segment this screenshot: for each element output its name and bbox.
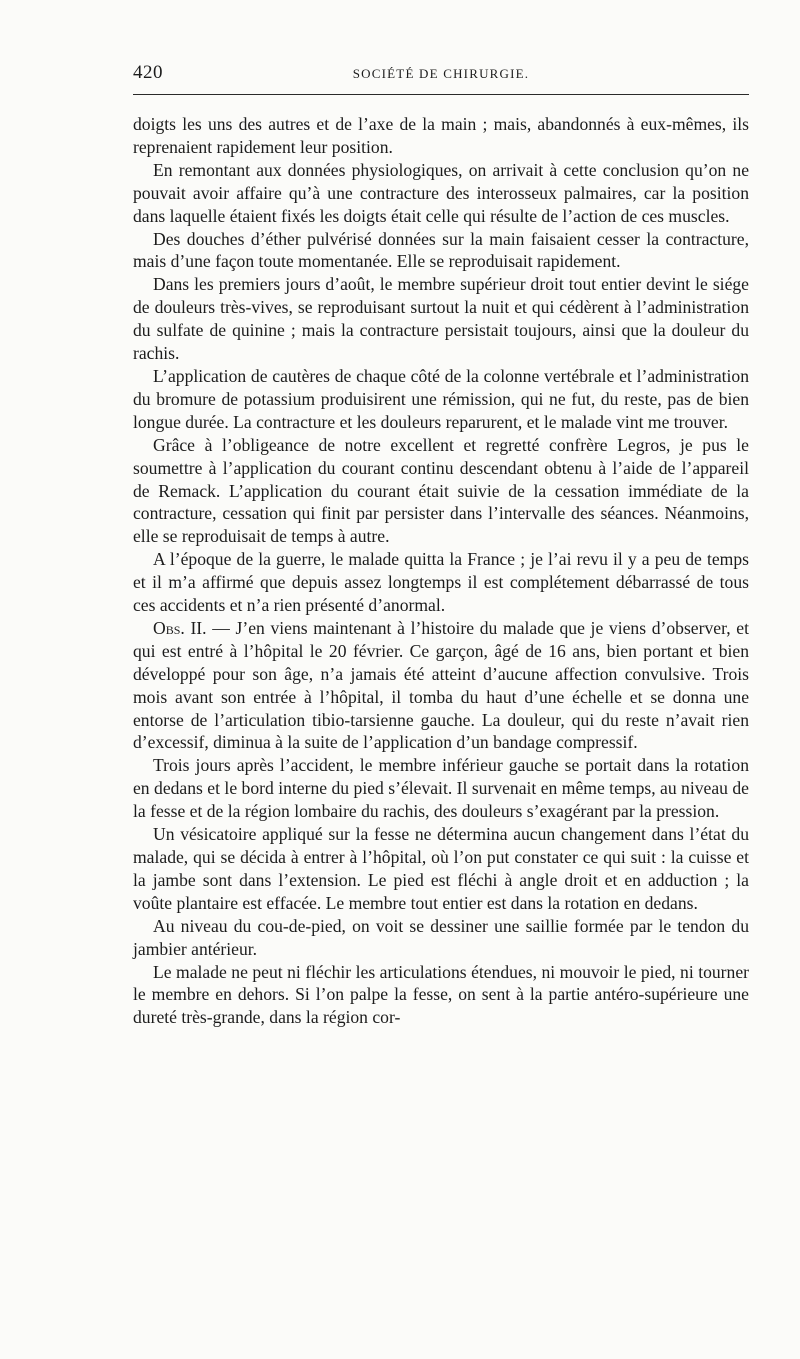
page-number: 420 — [133, 62, 163, 83]
paragraph: Un vésicatoire appliqué sur la fesse ne détermina aucun changement dans l’état du malade, qui se décida à entrer à l’hôpital, où l’on put constater ce qui suit : la cuisse et la jambe sont dans l’extension. Le pied est fléchi à angle droit et en adduction ; la voûte plantaire est effacée. Le membre tout entier est dans la rotation en dedans. — [133, 824, 749, 913]
observation-paragraph — [133, 617, 749, 754]
paragraph: Grâce à l’obligeance de notre excellent et regretté confrère Legros, je pus le soumettre à l’application du courant continu descendant obtenu à l’aide de l’appareil de Remack. L’application du courant était suivie de la cessation immédiate de la contracture, cessation qui finit par persister dans l’intervalle des séances. Néanmoins, elle se reproduisait de temps à autre. — [133, 434, 749, 547]
paragraph: Des douches d’éther pulvérisé données sur la main faisaient cesser la contracture, mais d’une façon toute momentanée. Elle se reproduisait rapidement. — [133, 228, 749, 272]
paragraph: A l’époque de la guerre, le malade quitta la France ; je l’ai revu il y a peu de temps et il m’a affirmé que depuis assez longtemps il est complétement débarrassé de tous ces accidents et n’a rien présenté d’anormal. — [133, 549, 749, 616]
paragraph: Au niveau du cou-de-pied, on voit se dessiner une saillie formée par le tendon du jambier antérieur. — [133, 915, 749, 959]
paragraph: doigts les uns des autres et de l’axe de la main ; mais, abandonnés à eux-mêmes, ils reprenaient rapidement leur position. — [133, 114, 749, 157]
paragraph: Le malade ne peut ni fléchir les articulations étendues, ni mouvoir le pied, ni tourner le membre en dehors. Si l’on palpe la fesse, on sent à la partie antéro-supérieure une dureté très-grande, dans la région cor- — [133, 961, 749, 1028]
observation-label: Obs. II. — — [153, 617, 230, 638]
observation-text: J’en viens maintenant à l’histoire du malade que je viens d’observer, et qui est entré à l’hôpital le 20 février. Ce garçon, âgé de 16 ans, bien portant et bien développé pour son âge, n’a jamais été atteint d’aucune affection convulsive. Trois mois avant son entrée à l’hôpital, il tomba du haut d’une échelle et se donna une entorse de l’articulation tibio-tarsienne gauche. La douleur, qui du reste n’avait rien d’excessif, diminua à la suite de l’application d’un bandage compressif. — [133, 617, 749, 753]
paragraph: Dans les premiers jours d’août, le membre supérieur droit tout entier devint le siége de douleurs très-vives, se reproduisant surtout la nuit et qui cédèrent à l’administration du sulfate de quinine ; mais la contracture persistait toujours, ainsi que la douleur du rachis. — [133, 274, 749, 364]
paragraph: En remontant aux données physiologiques, on arrivait à cette conclusion qu’on ne pouvait avoir affaire qu’à une contracture des interosseux palmaires, car la position dans laquelle étaient fixés les doigts était celle qui résulte de l’action de ces muscles. — [133, 159, 749, 226]
paragraph: L’application de cautères de chaque côté de la colonne vertébrale et l’administration du bromure de potassium produisirent une rémission, qui ne fut, du reste, pas de bien longue durée. La contracture et les douleurs reparurent, et le malade vint me trouver. — [133, 365, 749, 432]
running-title: SOCIÉTÉ DE CHIRURGIE. — [352, 66, 530, 81]
header-rule — [133, 94, 749, 95]
page-header — [133, 62, 749, 86]
body-text — [133, 113, 749, 1029]
paragraph: Trois jours après l’accident, le membre inférieur gauche se portait dans la rotation en dedans et le bord interne du pied s’élevait. Il survenait en même temps, au niveau de la fesse et de la région lombaire du rachis, des douleurs s’exagérant par la pression. — [133, 755, 749, 822]
